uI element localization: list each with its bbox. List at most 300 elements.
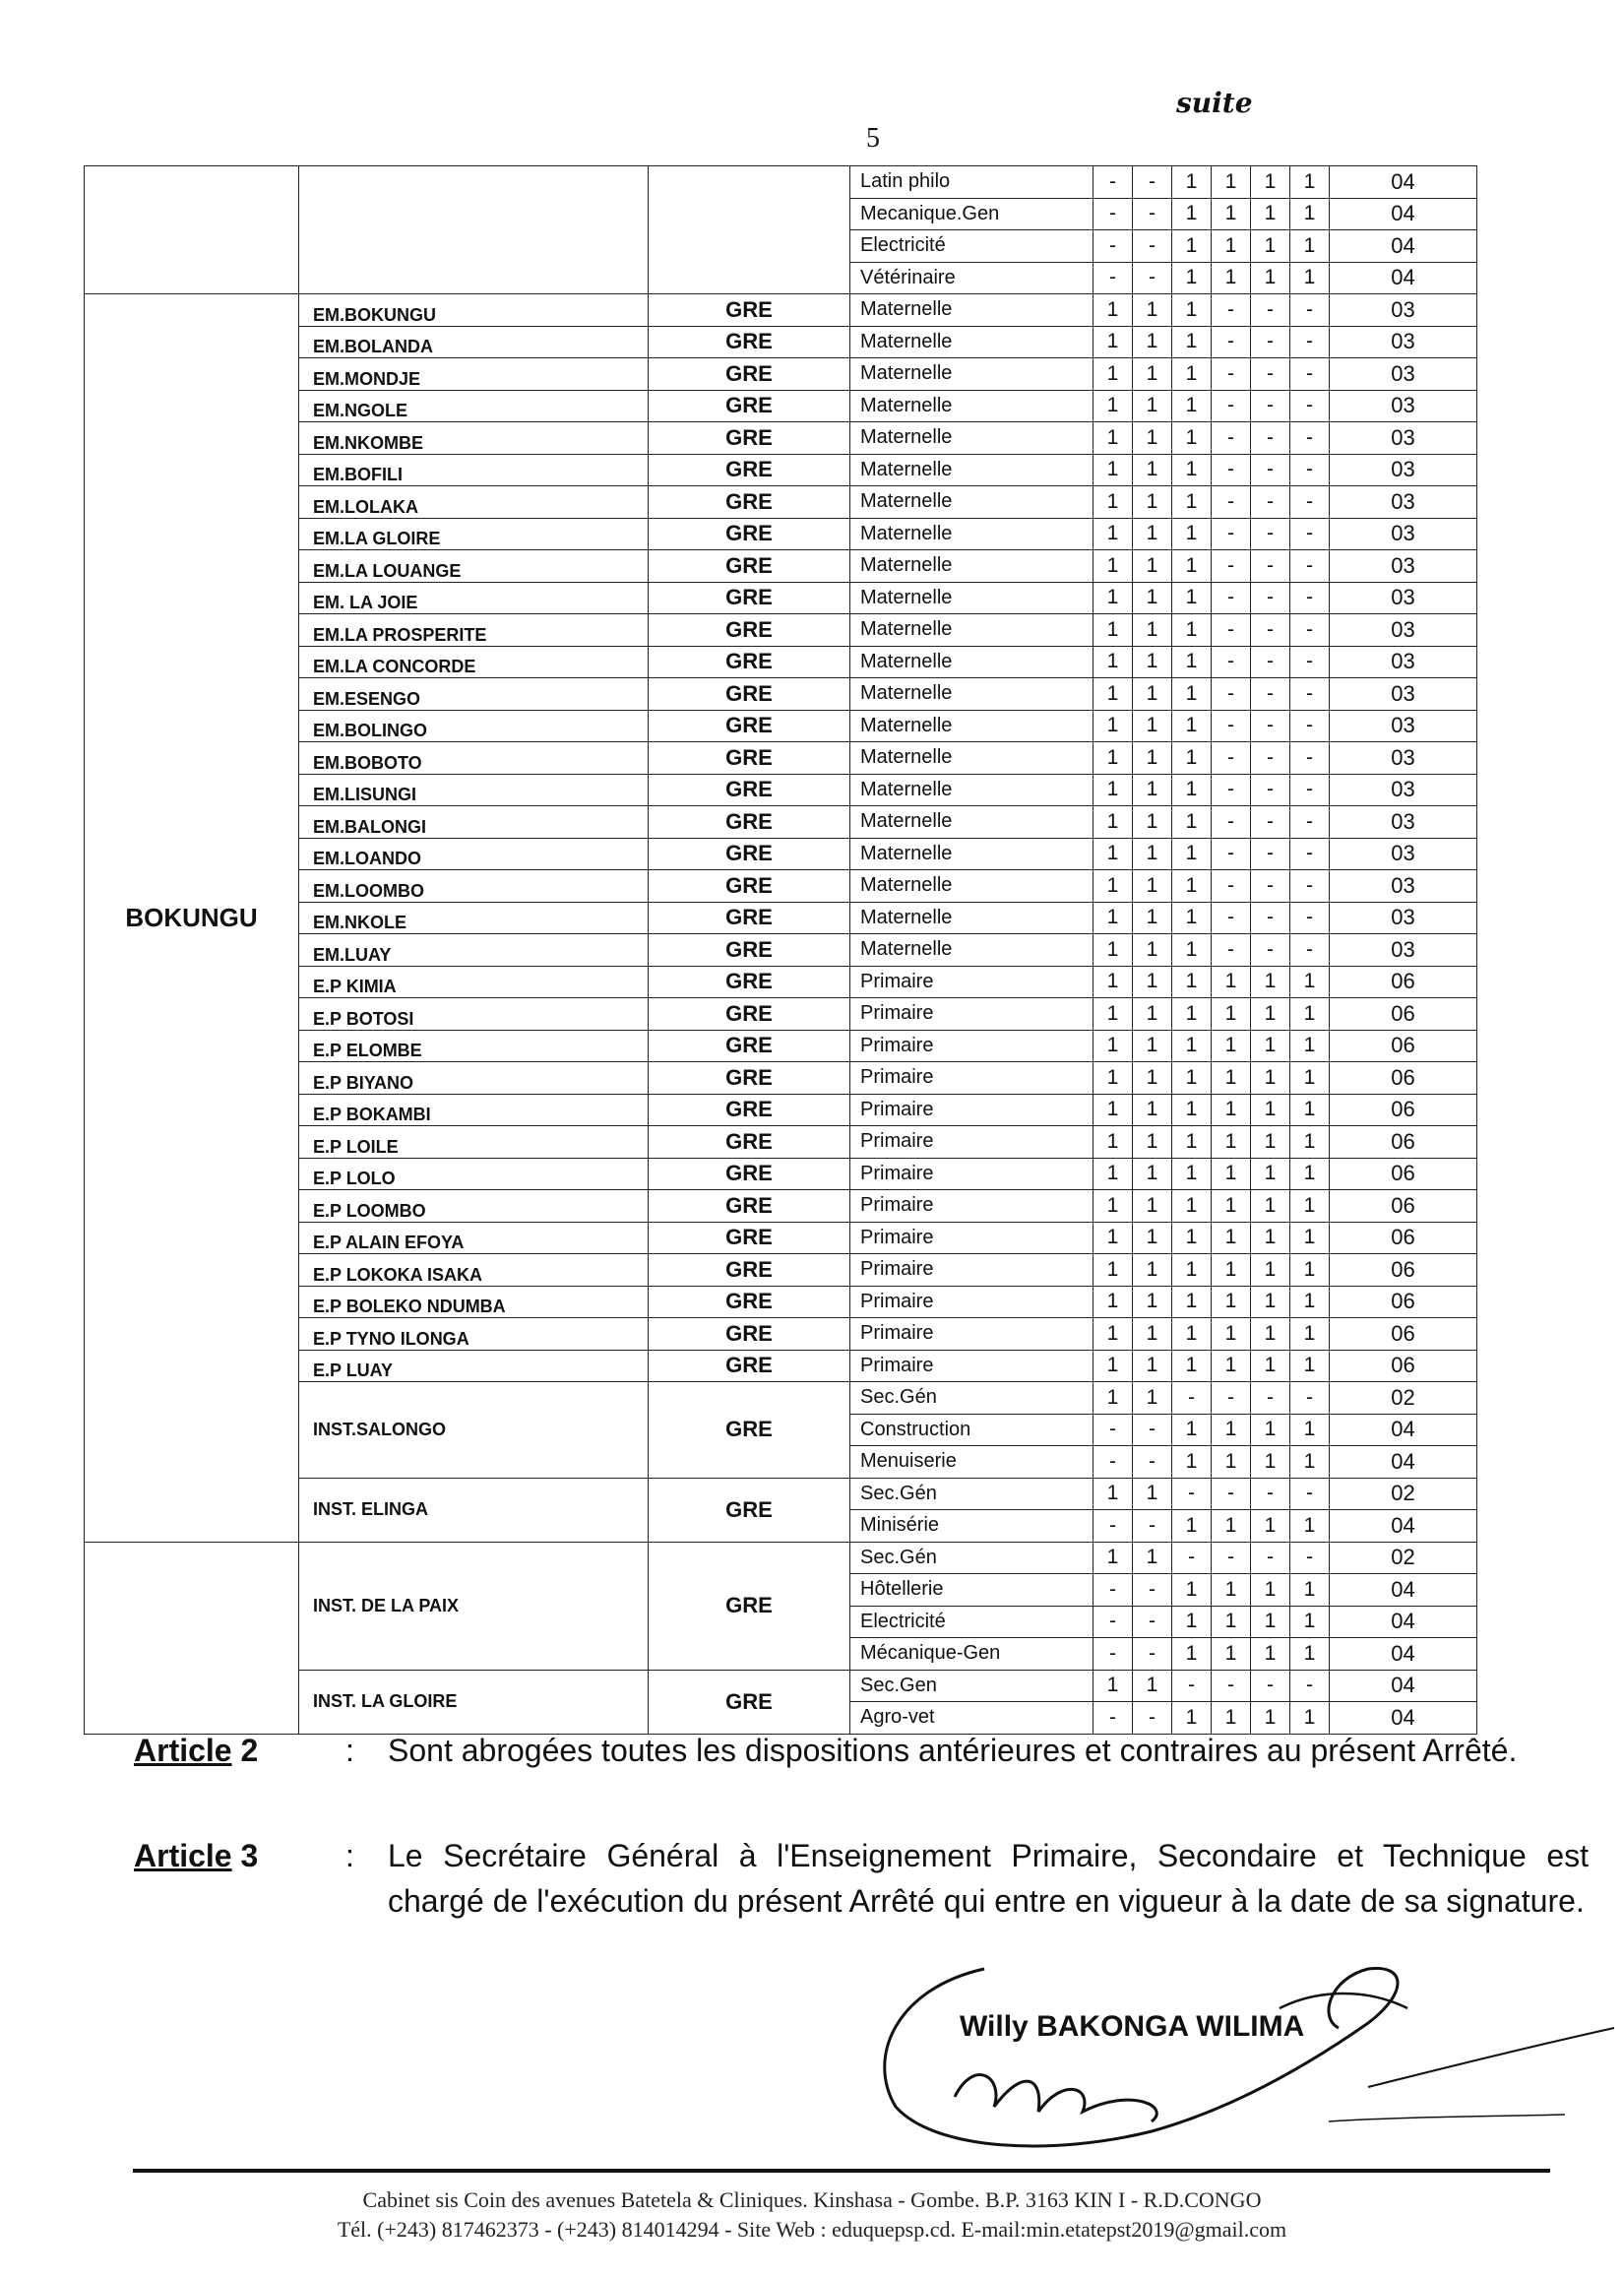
class-count-cell: 1 [1212, 1606, 1251, 1638]
class-count-cell: 1 [1133, 806, 1172, 839]
class-count-cell: 1 [1093, 806, 1133, 839]
class-count-cell: - [1212, 902, 1251, 934]
class-count-cell: 1 [1133, 550, 1172, 583]
option-cell: Construction [850, 1414, 1093, 1446]
option-cell: Primaire [850, 1062, 1093, 1095]
class-count-cell: 1 [1133, 966, 1172, 998]
class-count-cell: 1 [1133, 742, 1172, 775]
class-count-cell: - [1212, 358, 1251, 391]
total-cell: 03 [1330, 550, 1477, 583]
class-count-cell: 1 [1172, 1414, 1212, 1446]
class-count-cell: - [1212, 294, 1251, 327]
school-cell: EM.MONDJE [299, 358, 649, 391]
class-count-cell: - [1212, 582, 1251, 614]
school-cell: E.P KIMIA [299, 966, 649, 998]
option-cell: Primaire [850, 1254, 1093, 1287]
total-cell: 03 [1330, 582, 1477, 614]
class-count-cell: 1 [1172, 1318, 1212, 1351]
class-count-cell: 1 [1251, 1350, 1290, 1382]
total-cell: 04 [1330, 1638, 1477, 1671]
class-count-cell: 1 [1251, 1062, 1290, 1095]
suite-label: suite [1176, 87, 1253, 119]
class-count-cell: - [1290, 742, 1330, 775]
class-count-cell: 1 [1212, 998, 1251, 1031]
regime-cell: GRE [649, 1382, 850, 1479]
total-cell: 03 [1330, 326, 1477, 358]
class-count-cell: - [1212, 1670, 1251, 1702]
total-cell: 06 [1330, 998, 1477, 1031]
class-count-cell: - [1290, 646, 1330, 678]
handwritten-signature [856, 1949, 1624, 2156]
class-count-cell: 1 [1212, 966, 1251, 998]
option-cell: Maternelle [850, 774, 1093, 806]
class-count-cell: - [1290, 838, 1330, 870]
total-cell: 03 [1330, 294, 1477, 327]
option-cell: Maternelle [850, 422, 1093, 455]
class-count-cell: 1 [1290, 1030, 1330, 1062]
regime-cell: GRE [649, 486, 850, 519]
school-cell: E.P BOTOSI [299, 998, 649, 1031]
class-count-cell: - [1290, 1670, 1330, 1702]
class-count-cell: 1 [1172, 1350, 1212, 1382]
class-count-cell: - [1251, 358, 1290, 391]
regime-cell: GRE [649, 934, 850, 967]
option-cell: Hôtellerie [850, 1574, 1093, 1607]
regime-cell: GRE [649, 1190, 850, 1223]
class-count-cell: 1 [1172, 934, 1212, 967]
class-count-cell: 1 [1093, 1350, 1133, 1382]
class-count-cell: 1 [1212, 1094, 1251, 1126]
class-count-cell: - [1251, 806, 1290, 839]
class-count-cell: - [1093, 1414, 1133, 1446]
option-cell: Primaire [850, 1286, 1093, 1318]
school-cell: EM.BOFILI [299, 454, 649, 486]
option-cell: Maternelle [850, 454, 1093, 486]
regime-cell: GRE [649, 742, 850, 775]
class-count-cell: 1 [1172, 1094, 1212, 1126]
class-count-cell: 1 [1133, 1318, 1172, 1351]
class-count-cell: 1 [1133, 1030, 1172, 1062]
class-count-cell: 1 [1290, 1318, 1330, 1351]
regime-cell: GRE [649, 838, 850, 870]
option-cell: Minisérie [850, 1510, 1093, 1543]
article-3-text: Le Secrétaire Général à l'Enseignement Primaire, Secondaire et Technique est chargé de l'exécution du présent Arrêté qui entre en vigueur à la date de sa signature. [388, 1838, 1589, 1919]
regime-cell: GRE [649, 678, 850, 711]
class-count-cell: 1 [1212, 1574, 1251, 1607]
regime-cell: GRE [649, 1350, 850, 1382]
option-cell: Primaire [850, 966, 1093, 998]
class-count-cell: - [1290, 422, 1330, 455]
class-count-cell: 1 [1251, 1414, 1290, 1446]
class-count-cell: 1 [1172, 326, 1212, 358]
regime-cell: GRE [649, 1254, 850, 1287]
class-count-cell: 1 [1133, 1670, 1172, 1702]
school-cell: EM.LA LOUANGE [299, 550, 649, 583]
school-cell: E.P LOOMBO [299, 1190, 649, 1223]
footer-contact: Tél. (+243) 817462373 - (+243) 814014294 - Site Web : eduquepsp.cd. E-mail:min.etatepst2019@gmail.com [337, 2217, 1287, 2242]
class-count-cell: 1 [1133, 358, 1172, 391]
regime-cell: GRE [649, 646, 850, 678]
class-count-cell: - [1290, 486, 1330, 519]
total-cell: 02 [1330, 1382, 1477, 1415]
option-cell: Maternelle [850, 838, 1093, 870]
class-count-cell: - [1133, 1606, 1172, 1638]
school-cell: EM.BOLINGO [299, 710, 649, 742]
class-count-cell: 1 [1172, 1574, 1212, 1607]
total-cell: 03 [1330, 838, 1477, 870]
class-count-cell: 1 [1093, 1190, 1133, 1223]
school-cell: EM.NKOLE [299, 902, 649, 934]
class-count-cell: - [1133, 1574, 1172, 1607]
regime-cell: GRE [649, 582, 850, 614]
total-cell: 03 [1330, 934, 1477, 967]
class-count-cell: 1 [1172, 870, 1212, 903]
class-count-cell: - [1251, 294, 1290, 327]
class-count-cell: 1 [1212, 1158, 1251, 1190]
class-count-cell: - [1093, 1574, 1133, 1607]
school-cell: EM.BOBOTO [299, 742, 649, 775]
option-cell: Maternelle [850, 678, 1093, 711]
class-count-cell: 1 [1172, 1510, 1212, 1543]
class-count-cell: 1 [1212, 1254, 1251, 1287]
total-cell: 06 [1330, 1222, 1477, 1254]
class-count-cell: 1 [1133, 486, 1172, 519]
class-count-cell: 1 [1212, 1222, 1251, 1254]
option-cell: Sec.Gen [850, 1670, 1093, 1702]
option-cell: Menuiserie [850, 1446, 1093, 1479]
class-count-cell: 1 [1172, 966, 1212, 998]
option-cell: Latin philo [850, 166, 1093, 199]
class-count-cell: - [1172, 1670, 1212, 1702]
total-cell: 03 [1330, 390, 1477, 422]
class-count-cell: - [1251, 614, 1290, 647]
option-cell: Sec.Gén [850, 1382, 1093, 1415]
class-count-cell: 1 [1093, 1030, 1133, 1062]
class-count-cell: - [1290, 1478, 1330, 1510]
class-count-cell: 1 [1133, 390, 1172, 422]
class-count-cell: - [1212, 326, 1251, 358]
class-count-cell: - [1290, 774, 1330, 806]
school-cell: E.P LOLO [299, 1158, 649, 1190]
class-count-cell: 1 [1251, 1638, 1290, 1671]
total-cell: 06 [1330, 1126, 1477, 1159]
class-count-cell: 1 [1212, 166, 1251, 199]
school-cell: E.P ALAIN EFOYA [299, 1222, 649, 1254]
class-count-cell: - [1251, 390, 1290, 422]
total-cell: 06 [1330, 1254, 1477, 1287]
class-count-cell: 1 [1133, 710, 1172, 742]
school-cell: EM.LA PROSPERITE [299, 614, 649, 647]
class-count-cell: 1 [1172, 230, 1212, 263]
school-cell: EM.LA CONCORDE [299, 646, 649, 678]
option-cell: Maternelle [850, 358, 1093, 391]
class-count-cell: 1 [1093, 326, 1133, 358]
class-count-cell: 1 [1133, 678, 1172, 711]
class-count-cell: - [1251, 742, 1290, 775]
regime-cell: GRE [649, 358, 850, 391]
option-cell: Sec.Gén [850, 1542, 1093, 1574]
class-count-cell: - [1290, 550, 1330, 583]
total-cell: 03 [1330, 870, 1477, 903]
regime-cell: GRE [649, 1318, 850, 1351]
total-cell: 04 [1330, 1574, 1477, 1607]
class-count-cell: 1 [1290, 1414, 1330, 1446]
class-count-cell: 1 [1172, 582, 1212, 614]
total-cell: 06 [1330, 1030, 1477, 1062]
option-cell: Primaire [850, 1158, 1093, 1190]
total-cell: 04 [1330, 1606, 1477, 1638]
class-count-cell: 1 [1172, 742, 1212, 775]
total-cell: 04 [1330, 1414, 1477, 1446]
class-count-cell: 1 [1290, 1606, 1330, 1638]
class-count-cell: - [1290, 390, 1330, 422]
class-count-cell: 1 [1251, 1510, 1290, 1543]
total-cell: 03 [1330, 902, 1477, 934]
class-count-cell: 1 [1093, 1318, 1133, 1351]
class-count-cell: - [1251, 326, 1290, 358]
class-count-cell: - [1133, 1446, 1172, 1479]
school-cell: EM.LOOMBO [299, 870, 649, 903]
total-cell: 06 [1330, 1190, 1477, 1223]
class-count-cell: - [1212, 934, 1251, 967]
option-cell: Maternelle [850, 902, 1093, 934]
article-2-colon: : [345, 1733, 354, 1768]
class-count-cell: 1 [1093, 1670, 1133, 1702]
class-count-cell: - [1093, 1446, 1133, 1479]
class-count-cell: 1 [1172, 294, 1212, 327]
total-cell: 04 [1330, 166, 1477, 199]
total-cell: 04 [1330, 262, 1477, 294]
option-cell: Primaire [850, 1190, 1093, 1223]
class-count-cell: 1 [1133, 902, 1172, 934]
total-cell: 03 [1330, 710, 1477, 742]
direction-cell [85, 166, 299, 294]
class-count-cell: 1 [1093, 1542, 1133, 1574]
class-count-cell: - [1251, 902, 1290, 934]
class-count-cell: - [1290, 902, 1330, 934]
total-cell: 06 [1330, 1094, 1477, 1126]
class-count-cell: 1 [1251, 1190, 1290, 1223]
footer-address: Cabinet sis Coin des avenues Batetela & Cliniques. Kinshasa - Gombe. B.P. 3163 KIN I - R.D.CONGO [362, 2187, 1262, 2212]
class-count-cell: 1 [1172, 1062, 1212, 1095]
direction-cell: BOKUNGU [85, 294, 299, 1543]
class-count-cell: 1 [1133, 1286, 1172, 1318]
class-count-cell: 1 [1172, 198, 1212, 230]
class-count-cell: 1 [1212, 1190, 1251, 1223]
class-count-cell: 1 [1172, 1606, 1212, 1638]
class-count-cell: 1 [1172, 1254, 1212, 1287]
class-count-cell: 1 [1093, 998, 1133, 1031]
class-count-cell: 1 [1251, 1254, 1290, 1287]
class-count-cell: - [1212, 774, 1251, 806]
regime-cell: GRE [649, 1126, 850, 1159]
class-count-cell: - [1212, 454, 1251, 486]
class-count-cell: - [1212, 422, 1251, 455]
regime-cell [649, 166, 850, 294]
class-count-cell: - [1133, 198, 1172, 230]
regime-cell: GRE [649, 1478, 850, 1542]
class-count-cell: - [1251, 710, 1290, 742]
option-cell: Maternelle [850, 870, 1093, 903]
class-count-cell: - [1290, 614, 1330, 647]
class-count-cell: 1 [1133, 294, 1172, 327]
class-count-cell: - [1133, 262, 1172, 294]
class-count-cell: 1 [1251, 1606, 1290, 1638]
class-count-cell: 1 [1172, 518, 1212, 550]
class-count-cell: 1 [1251, 1286, 1290, 1318]
class-count-cell: 1 [1093, 710, 1133, 742]
signatory-name: Willy BAKONGA WILIMA [960, 2010, 1305, 2043]
class-count-cell: 1 [1133, 934, 1172, 967]
option-cell: Sec.Gén [850, 1478, 1093, 1510]
option-cell: Primaire [850, 1350, 1093, 1382]
total-cell: 04 [1330, 1670, 1477, 1702]
class-count-cell: - [1093, 166, 1133, 199]
school-cell: E.P LUAY [299, 1350, 649, 1382]
total-cell: 04 [1330, 230, 1477, 263]
class-count-cell: 1 [1093, 582, 1133, 614]
class-count-cell: 1 [1172, 710, 1212, 742]
school-cell: E.P ELOMBE [299, 1030, 649, 1062]
class-count-cell: - [1212, 390, 1251, 422]
schools-table-body [85, 166, 1477, 1735]
class-count-cell: 1 [1133, 1062, 1172, 1095]
class-count-cell: 1 [1251, 198, 1290, 230]
total-cell: 06 [1330, 1318, 1477, 1351]
class-count-cell: 1 [1093, 774, 1133, 806]
class-count-cell: - [1212, 678, 1251, 711]
school-cell: EM.BOLANDA [299, 326, 649, 358]
total-cell: 06 [1330, 1286, 1477, 1318]
class-count-cell: 1 [1172, 1446, 1212, 1479]
class-count-cell: 1 [1251, 1094, 1290, 1126]
class-count-cell: - [1172, 1478, 1212, 1510]
total-cell: 03 [1330, 774, 1477, 806]
option-cell: Vétérinaire [850, 262, 1093, 294]
class-count-cell: 1 [1133, 1478, 1172, 1510]
class-count-cell: 1 [1172, 486, 1212, 519]
class-count-cell: 1 [1172, 390, 1212, 422]
option-cell: Primaire [850, 1222, 1093, 1254]
regime-cell: GRE [649, 390, 850, 422]
class-count-cell: 1 [1251, 1158, 1290, 1190]
class-count-cell: 1 [1251, 1126, 1290, 1159]
class-count-cell: 1 [1093, 454, 1133, 486]
class-count-cell: 1 [1172, 550, 1212, 583]
class-count-cell: 1 [1093, 1158, 1133, 1190]
school-cell: EM.LOLAKA [299, 486, 649, 519]
regime-cell: GRE [649, 1222, 850, 1254]
class-count-cell: 1 [1172, 678, 1212, 711]
table-row [85, 166, 1477, 199]
total-cell: 06 [1330, 966, 1477, 998]
class-count-cell: 1 [1093, 1286, 1133, 1318]
class-count-cell: - [1251, 582, 1290, 614]
class-count-cell: - [1290, 710, 1330, 742]
class-count-cell: 1 [1172, 998, 1212, 1031]
class-count-cell: 1 [1212, 230, 1251, 263]
class-count-cell: - [1251, 678, 1290, 711]
regime-cell: GRE [649, 1030, 850, 1062]
total-cell: 03 [1330, 518, 1477, 550]
class-count-cell: - [1212, 870, 1251, 903]
class-count-cell: 1 [1251, 1030, 1290, 1062]
page-number: 5 [866, 123, 880, 154]
class-count-cell: - [1093, 198, 1133, 230]
class-count-cell: 1 [1133, 1254, 1172, 1287]
total-cell: 06 [1330, 1350, 1477, 1382]
class-count-cell: - [1212, 806, 1251, 839]
school-cell: E.P BIYANO [299, 1062, 649, 1095]
school-cell: EM.LUAY [299, 934, 649, 967]
option-cell: Primaire [850, 998, 1093, 1031]
class-count-cell: 1 [1093, 422, 1133, 455]
class-count-cell: 1 [1212, 1702, 1251, 1735]
article-2-text: Sont abrogées toutes les dispositions antérieures et contraires au présent Arrêté. [388, 1733, 1518, 1768]
class-count-cell: 1 [1133, 614, 1172, 647]
option-cell: Maternelle [850, 518, 1093, 550]
school-cell: EM.NGOLE [299, 390, 649, 422]
regime-cell: GRE [649, 1286, 850, 1318]
class-count-cell: 1 [1251, 1574, 1290, 1607]
class-count-cell: - [1290, 934, 1330, 967]
regime-cell: GRE [649, 326, 850, 358]
total-cell: 03 [1330, 454, 1477, 486]
regime-cell: GRE [649, 870, 850, 903]
class-count-cell: 1 [1212, 1510, 1251, 1543]
option-cell: Maternelle [850, 294, 1093, 327]
regime-cell: GRE [649, 1542, 850, 1670]
class-count-cell: 1 [1093, 1478, 1133, 1510]
option-cell: Primaire [850, 1318, 1093, 1351]
class-count-cell: - [1251, 838, 1290, 870]
class-count-cell: - [1172, 1382, 1212, 1415]
total-cell: 03 [1330, 646, 1477, 678]
class-count-cell: - [1093, 1638, 1133, 1671]
class-count-cell: 1 [1133, 1222, 1172, 1254]
class-count-cell: 1 [1172, 902, 1212, 934]
class-count-cell: 1 [1251, 262, 1290, 294]
class-count-cell: - [1093, 1606, 1133, 1638]
article-3-label: Article 3 [134, 1838, 259, 1873]
regime-cell: GRE [649, 614, 850, 647]
class-count-cell: - [1290, 1382, 1330, 1415]
class-count-cell: 1 [1133, 1126, 1172, 1159]
regime-cell: GRE [649, 902, 850, 934]
class-count-cell: 1 [1093, 614, 1133, 647]
class-count-cell: 1 [1290, 1510, 1330, 1543]
class-count-cell: 1 [1093, 934, 1133, 967]
school-cell: INST. ELINGA [299, 1478, 649, 1542]
class-count-cell: - [1172, 1542, 1212, 1574]
option-cell: Maternelle [850, 390, 1093, 422]
class-count-cell: 1 [1172, 454, 1212, 486]
class-count-cell: 1 [1172, 262, 1212, 294]
school-cell: E.P BOLEKO NDUMBA [299, 1286, 649, 1318]
class-count-cell: 1 [1133, 1350, 1172, 1382]
class-count-cell: 1 [1172, 1702, 1212, 1735]
regime-cell: GRE [649, 966, 850, 998]
school-cell: EM.BALONGI [299, 806, 649, 839]
class-count-cell: 1 [1251, 1318, 1290, 1351]
regime-cell: GRE [649, 1062, 850, 1095]
article-3-colon: : [345, 1838, 354, 1873]
class-count-cell: - [1290, 870, 1330, 903]
class-count-cell: - [1212, 614, 1251, 647]
class-count-cell: 1 [1133, 1382, 1172, 1415]
total-cell: 04 [1330, 1510, 1477, 1543]
class-count-cell: - [1251, 1382, 1290, 1415]
